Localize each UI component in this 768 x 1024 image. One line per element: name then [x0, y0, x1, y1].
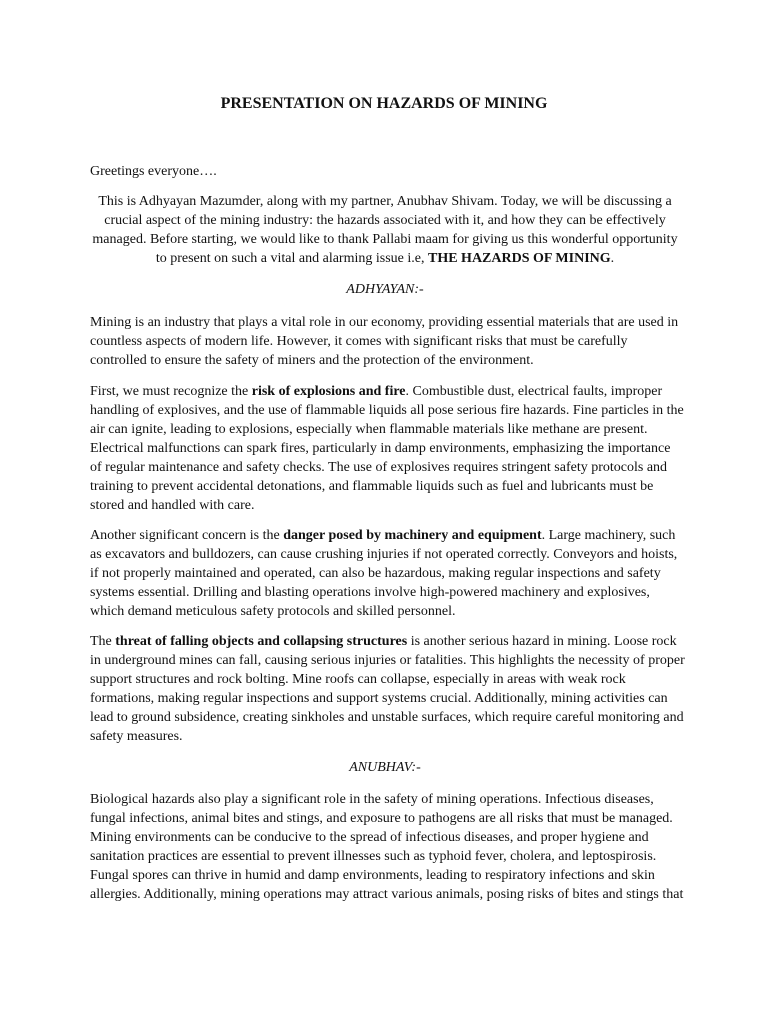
intro-line-4-end: .	[610, 251, 615, 266]
intro-line-1: This is Adhyayan Mazumder, along with my partner, Anubhav Shivam. Today, we will be discussing a	[98, 194, 672, 209]
p3-line-1-end: . Large machinery, such	[541, 528, 676, 543]
document-title: PRESENTATION ON HAZARDS OF MINING	[220, 95, 548, 112]
p1-line-1: Mining is an industry that plays a vital role in our economy, providing essential materials that are used in	[90, 315, 679, 330]
p3-line-1	[90, 526, 680, 545]
intro-line-4-text: to present on such a vital and alarming issue i.e,	[155, 251, 428, 266]
greeting	[90, 162, 680, 181]
speaker-heading-1	[90, 280, 680, 299]
p2-line-3: air can ignite, leading to explosions, especially when flammable materials like methane are present.	[90, 422, 648, 437]
intro-topic-bold: THE HAZARDS OF MINING	[427, 251, 611, 266]
p3-line-5: which demand meticulous safety protocols and skilled personnel.	[90, 604, 456, 619]
p2-line-2: handling of explosives, and the use of flammable liquids all pose serious fire hazards. Fine particles in the	[90, 403, 684, 418]
p2-line-4: Electrical malfunctions can spark fires, particularly in damp environments, emphasizing the importance	[90, 441, 671, 456]
p4-line-2: in underground mines can fall, causing serious injuries or fatalities. This highlights the necessity of proper	[90, 653, 685, 668]
intro-line-4	[90, 249, 680, 268]
greeting-text: Greetings everyone….	[90, 164, 217, 179]
p4-line-1-end: is another serious hazard in mining. Loose rock	[407, 634, 677, 649]
p5-line-1: Biological hazards also play a significant role in the safety of mining operations. Infectious diseases,	[90, 792, 654, 807]
speaker-anubhav: ANUBHAV:-	[349, 760, 421, 775]
p2-line-5: of regular maintenance and safety checks. The use of explosives requires stringent safety protocols and	[90, 460, 668, 475]
p5-line-4: sanitation practices are essential to prevent illnesses such as typhoid fever, cholera, and leptospirosis.	[90, 849, 657, 864]
speaker-heading-2	[90, 758, 680, 777]
p4-line-3: support structures and rock bolting. Mine roofs can collapse, especially in areas with weak rock	[90, 672, 626, 687]
p2-line-1-end: . Combustible dust, electrical faults, improper	[405, 384, 663, 399]
intro-paragraph	[90, 192, 680, 268]
p3-line-1-text: Another significant concern is the	[90, 528, 284, 543]
p4-bold-phrase: threat of falling objects and collapsing structures	[115, 634, 408, 649]
p2-line-1-text: First, we must recognize the	[90, 384, 252, 399]
p5-line-5: Fungal spores can thrive in humid and damp environments, leading to respiratory infections and skin	[90, 868, 655, 883]
p1-line-2: countless aspects of modern life. However, it comes with significant risks that must be carefully	[90, 334, 628, 349]
p5-line-2: fungal infections, animal bites and stings, and exposure to pathogens are all risks that must be managed.	[90, 811, 673, 826]
speaker-adhyayan: ADHYAYAN:-	[346, 282, 424, 297]
paragraph-2	[90, 382, 684, 515]
p5-line-3: Mining environments can be conducive to the spread of infectious diseases, and proper hygiene and	[90, 830, 649, 845]
intro-line-3: managed. Before starting, we would like to thank Pallabi maam for giving us this wonderful opportunity	[92, 232, 678, 247]
p2-line-7: stored and handled with care.	[90, 498, 255, 513]
p3-line-3: if not properly maintained and operated, can also be hazardous, making regular inspections and safety	[90, 566, 661, 581]
p5-line-6: allergies. Additionally, mining operations may attract various animals, posing risks of bites and stings that	[90, 887, 684, 902]
p1-line-3: controlled to ensure the safety of miners and the protection of the environment.	[90, 353, 534, 368]
p4-line-6: safety measures.	[90, 729, 183, 744]
paragraph-4	[90, 632, 685, 746]
p3-line-4: systems essential. Drilling and blasting operations involve high-powered machinery and explosives,	[90, 585, 650, 600]
p4-line-4: formations, making regular inspections and support systems crucial. Additionally, mining activities can	[90, 691, 668, 706]
paragraph-1	[90, 313, 680, 370]
p3-line-2: as excavators and bulldozers, can cause crushing injuries if not operated correctly. Conveyors and hoists,	[90, 547, 678, 562]
p2-line-1	[90, 382, 680, 401]
p2-bold-phrase: risk of explosions and fire	[251, 384, 406, 399]
p2-line-6: training to prevent accidental detonations, and flammable liquids such as fuel and lubricants must be	[90, 479, 654, 494]
p4-line-1-text: The	[90, 634, 116, 649]
p3-bold-phrase: danger posed by machinery and equipment	[283, 528, 542, 543]
intro-line-2: crucial aspect of the mining industry: the hazards associated with it, and how they can be effectively	[104, 213, 666, 228]
paragraph-5	[90, 790, 684, 904]
p4-line-1	[90, 632, 680, 651]
paragraph-3	[90, 526, 680, 621]
p4-line-5: lead to ground subsidence, creating sinkholes and unstable surfaces, which require careful monitoring and	[90, 710, 684, 725]
